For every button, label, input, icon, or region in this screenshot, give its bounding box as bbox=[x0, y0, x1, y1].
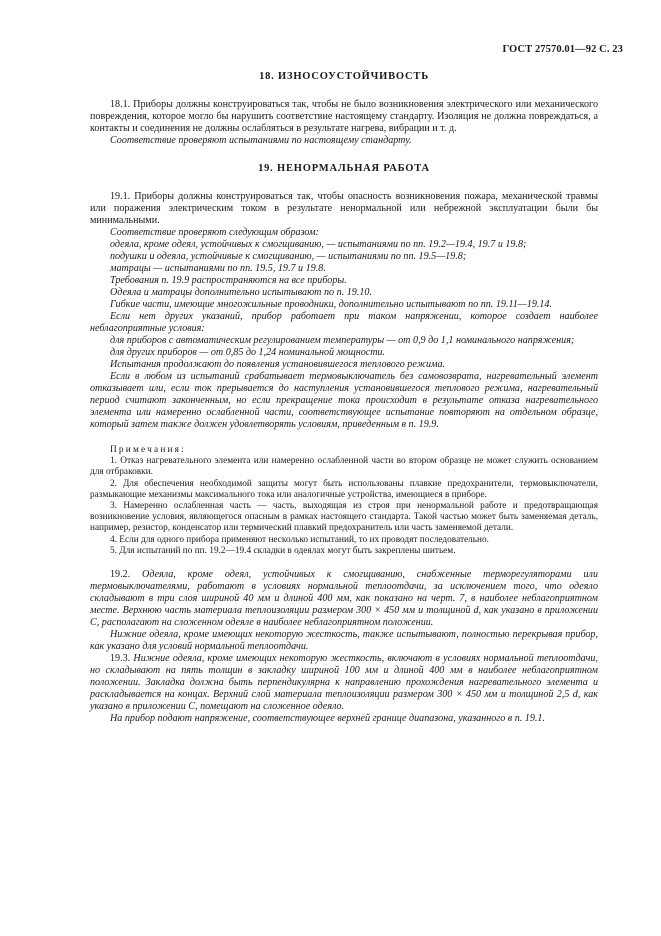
notes-block bbox=[90, 445, 598, 557]
section-19-1-paragraph: 19.1. Приборы должны конструироваться так, чтобы опасность возникновения пожара, механической травмы или поражения электрическим током в результате ненормальной или небрежной эксплуатации были бы минимальными. bbox=[90, 191, 598, 226]
section-18-paragraph: 18.1. Приборы должны конструироваться так, чтобы не было возникновения электрического или механического повреждения, которое могло бы нарушить соответствие настоящему стандарту. Изоляция не должна повреждаться, а контакты и соединения не должны ослабляться в результате нагрева, вибрации и т. д. bbox=[90, 99, 598, 134]
verification-line: Если нет других указаний, прибор работает при таком напряжении, которое создает наиболее неблагоприятные условия: bbox=[90, 311, 598, 334]
note-item: 5. Для испытаний по пп. 19.2—19.4 складки в одеялах могут быть закреплены шитьем. bbox=[110, 545, 456, 556]
clause-text: Нижние одеяла, кроме имеющих некоторую жесткость, включают в условиях нормальной теплоотдачи, но складывают на пять толщин в закладку шириной 100 мм и длиной 400 мм в наиболее неблагоприятном положении. Закладка должна быть перпендикулярна к направлению прохождения нагревательного элемента и раскладывается на концах. Верхний слой материала теплоизоляции размером 300 × 450 мм и толщиной 2,5 d, как указано в приложении C, помещают на сложенное одеяло. bbox=[90, 653, 598, 713]
verification-line: для других приборов — от 0,85 до 1,24 номинальной мощности. bbox=[110, 347, 386, 358]
page-content bbox=[90, 71, 598, 725]
verification-line: матрацы — испытаниями по пп. 19.5, 19.7 и 19.8. bbox=[110, 263, 326, 274]
note-item: 4. Если для одного прибора применяют несколько испытаний, то их проводят последовательно. bbox=[110, 534, 489, 545]
spacer bbox=[90, 557, 598, 569]
clause-19-2 bbox=[90, 569, 598, 629]
clause-19-3-extra: На прибор подают напряжение, соответствующее верхней границе диапазона, указанного в п. 19.1. bbox=[110, 713, 545, 725]
verification-line: подушки и одеяла, устойчивые к смогщиванию, — испытаниями по пп. 19.5—19.8; bbox=[110, 251, 467, 262]
verification-line: Если в любом из испытаний срабатывает термовыключатель без самовозврата, нагревательный элемент отказывает или, если ток прерывается до наступления установившегося теплового режима, нагревательный период считают законченным, но если прекращение тока происходит в результате отказа нагревательного элемента или намеренно ослабленной части, соответствующее испытание повторяют на отдельном образце, который затем также должен удовлетворять условиям, приведенным в п. 19.9. bbox=[90, 371, 598, 430]
clause-19-3 bbox=[90, 653, 598, 713]
verification-line: Соответствие проверяют следующим образом: bbox=[110, 227, 319, 238]
clause-text: Одеяла, кроме одеял, устойчивых к смогщиванию, снабженные терморегуляторами или термовыключателями, работают в условиях нормальной теплоотдачи, за исключением того, что одеяло складывают в три слоя шириной 40 мм и длиной 400 мм, как показано на черт. 7, в наиболее неблагоприятном месте. Верхнюю часть материала теплоизоляции размером 300 × 450 мм и толщиной d, как указано в приложении C, располагают на сложенном одеяле в наиболее неблагоприятном положении. bbox=[90, 569, 598, 629]
section-19-1-verification bbox=[90, 227, 598, 431]
verification-line: Испытания продолжают до появления установившегося теплового режима. bbox=[110, 359, 446, 370]
verification-line: Требования п. 19.9 распространяются на все приборы. bbox=[110, 275, 347, 286]
verification-line: Одеяла и матрацы дополнительно испытывают по п. 19.10. bbox=[110, 287, 372, 298]
verification-line: для приборов с автоматическим регулированием температуры — от 0,9 до 1,1 номинального напряжения; bbox=[110, 335, 575, 346]
note-item: 1. Отказ нагревательного элемента или намеренно ослабленной части во втором образце не может служить основанием для отбраковки. bbox=[90, 456, 598, 478]
section-18-title: 18. ИЗНОСОУСТОЙЧИВОСТЬ bbox=[259, 71, 429, 82]
verification-line: Гибкие части, имеющие многожильные проводники, дополнительно испытывают по пп. 19.11—19.14. bbox=[110, 299, 553, 310]
page-header: ГОСТ 27570.01—92 С. 23 bbox=[502, 44, 623, 55]
clause-number: 19.2. bbox=[110, 569, 131, 581]
verification-line: одеяла, кроме одеял, устойчивых к смогщиванию, — испытаниями по пп. 19.2—19.4, 19.7 и 19.8; bbox=[110, 239, 527, 250]
clause-19-2-extra: Нижние одеяла, кроме имеющих некоторую жесткость, также испытывают, полностью перекрывая прибор, как указано для условий нормальной теплоотдачи. bbox=[90, 629, 598, 653]
section-19-title: 19. НЕНОРМАЛЬНАЯ РАБОТА bbox=[258, 163, 430, 174]
notes-title: Примечания: bbox=[110, 445, 186, 455]
clause-number: 19.3. bbox=[110, 653, 131, 665]
note-item: 3. Намеренно ослабленная часть — часть, выходящая из строя при ненормальной работе и предотвращающая возникновение условия, являющегося опасным в рамках настоящего стандарта. Такой частью может быть заменяемая деталь, например, резистор, конденсатор или термический плавкий предохранитель или часть заменяемой детали. bbox=[90, 501, 598, 534]
section-18-verification: Соответствие проверяют испытаниями по настоящему стандарту. bbox=[110, 135, 412, 146]
note-item: 2. Для обеспечения необходимой защиты могут быть использованы плавкие предохранители, термовыключатели, размыкающие механизмы максимального тока или аналогичные устройства, имеющиеся в приборе. bbox=[90, 478, 598, 500]
